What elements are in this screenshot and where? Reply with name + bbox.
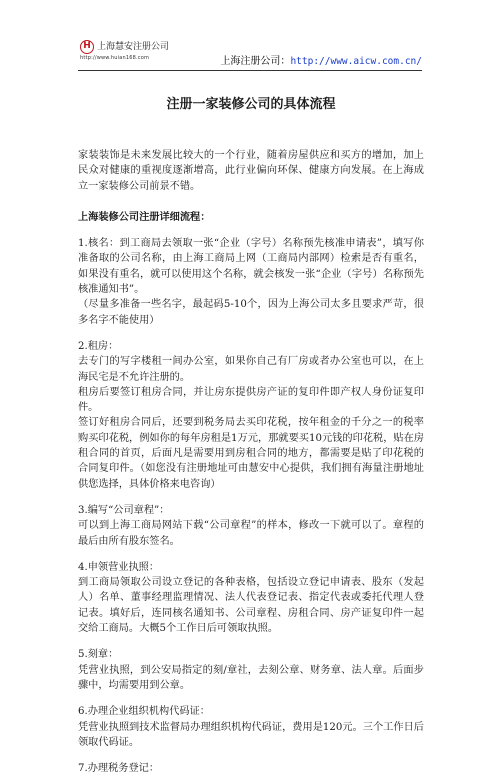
logo-url: http://www.huian168.com xyxy=(80,55,150,61)
step-heading: 2.租房： xyxy=(78,340,119,352)
document-body xyxy=(78,96,424,776)
step-heading: 4.申领营业执照： xyxy=(78,561,160,573)
step-paragraph: 签订好租房合同后，还要到税务局去买印花税，按年租金的千分之一的税率购买印花税，例如你的每年房租是1万元，那就要买10元钱的印花税，贴在房租合同的首页，后面凡是需要用到房租合同的地方，都需要是贴了印花税的合同复印件。（如您没有注册地址可由慧安中心提供，我们拥有海量注册地址供您选择，具体价格来电咨询） xyxy=(78,417,424,490)
step-paragraph: 租房后要签订租房合同，并让房东提供房产证的复印件即产权人身份证复印件。 xyxy=(78,386,424,414)
step-paragraph: 到工商局领取公司设立登记的各种表格，包括设立登记申请表、股东（发起人）名单、董事经理监理情况、法人代表登记表、指定代表或委托代理人登记表。填好后，连同核名通知书、公司章程、房租合同、房产证复印件一起交给工商局。大概5个工作日后可领取执照。 xyxy=(78,577,424,635)
logo-h-icon: H xyxy=(80,40,94,54)
step-heading: 5.刻章： xyxy=(78,649,119,661)
section-heading: 上海装修公司注册详细流程： xyxy=(78,210,211,223)
step-heading-text: 1.核名： xyxy=(78,238,120,250)
step-2 xyxy=(78,339,424,492)
step-heading: 7.办理税务登记： xyxy=(78,763,160,775)
step-4 xyxy=(78,560,424,636)
intro-paragraph: 家装装饰是未来发展比较大的一个行业，随着房屋供应和买方的增加，加上民众对健康的重视度逐渐增高，此行业偏向环保、健康方向发展。在上海成立一家装修公司前景不错。 xyxy=(78,150,424,192)
step-paragraph: 凭营业执照到技术监督局办理组织机构代码证，费用是120元。三个工作日后领取代码证。 xyxy=(78,721,424,748)
step-3 xyxy=(78,503,424,549)
page-title: 注册一家装修公司的具体流程 xyxy=(166,97,336,112)
step-paragraph: 到工商局去领取一张“企业（字号）名称预先核准申请表”，填写你准备取的公司名称，由上海工商局上网（工商局内部网）检索是否有重名，如果没有重名，就可以使用这个名称，就会核发一张“企业（字号）名称预先核准通知书”。 xyxy=(78,238,424,296)
step-paragraph: 凭营业执照，到公安局指定的刻/章社，去刻公章、财务章、法人章。后面步骤中，均需要用到公章。 xyxy=(78,664,424,691)
company-logo xyxy=(80,40,200,66)
step-paragraph: （尽量多准备一些名字，最起码5-10个，因为上海公司太多且要求严苛，很多名字不能使用） xyxy=(78,299,424,326)
logo-company-name: 上海慧安注册公司 xyxy=(97,42,170,52)
header-divider xyxy=(78,70,422,71)
step-paragraph: 去专门的写字楼租一间办公室，如果你自己有厂房或者办公室也可以，在上海民宅是不允许注册的。 xyxy=(78,356,424,383)
header-url-link[interactable]: http://www.aicw.com.cn/ xyxy=(290,56,422,67)
step-7 xyxy=(78,761,424,776)
header-link-block xyxy=(220,56,422,68)
step-heading xyxy=(78,236,424,297)
step-6 xyxy=(78,704,424,750)
step-5 xyxy=(78,647,424,693)
header-label: 上海注册公司： xyxy=(220,56,291,67)
step-heading: 3.编写“公司章程”： xyxy=(78,504,170,516)
step-heading: 6.办理企业组织机构代码证： xyxy=(78,706,210,718)
page-header xyxy=(0,0,500,72)
step-1 xyxy=(78,236,424,328)
step-paragraph: 可以到上海工商局网站下载“公司章程”的样本，修改一下就可以了。章程的最后由所有股东签名。 xyxy=(78,520,424,547)
